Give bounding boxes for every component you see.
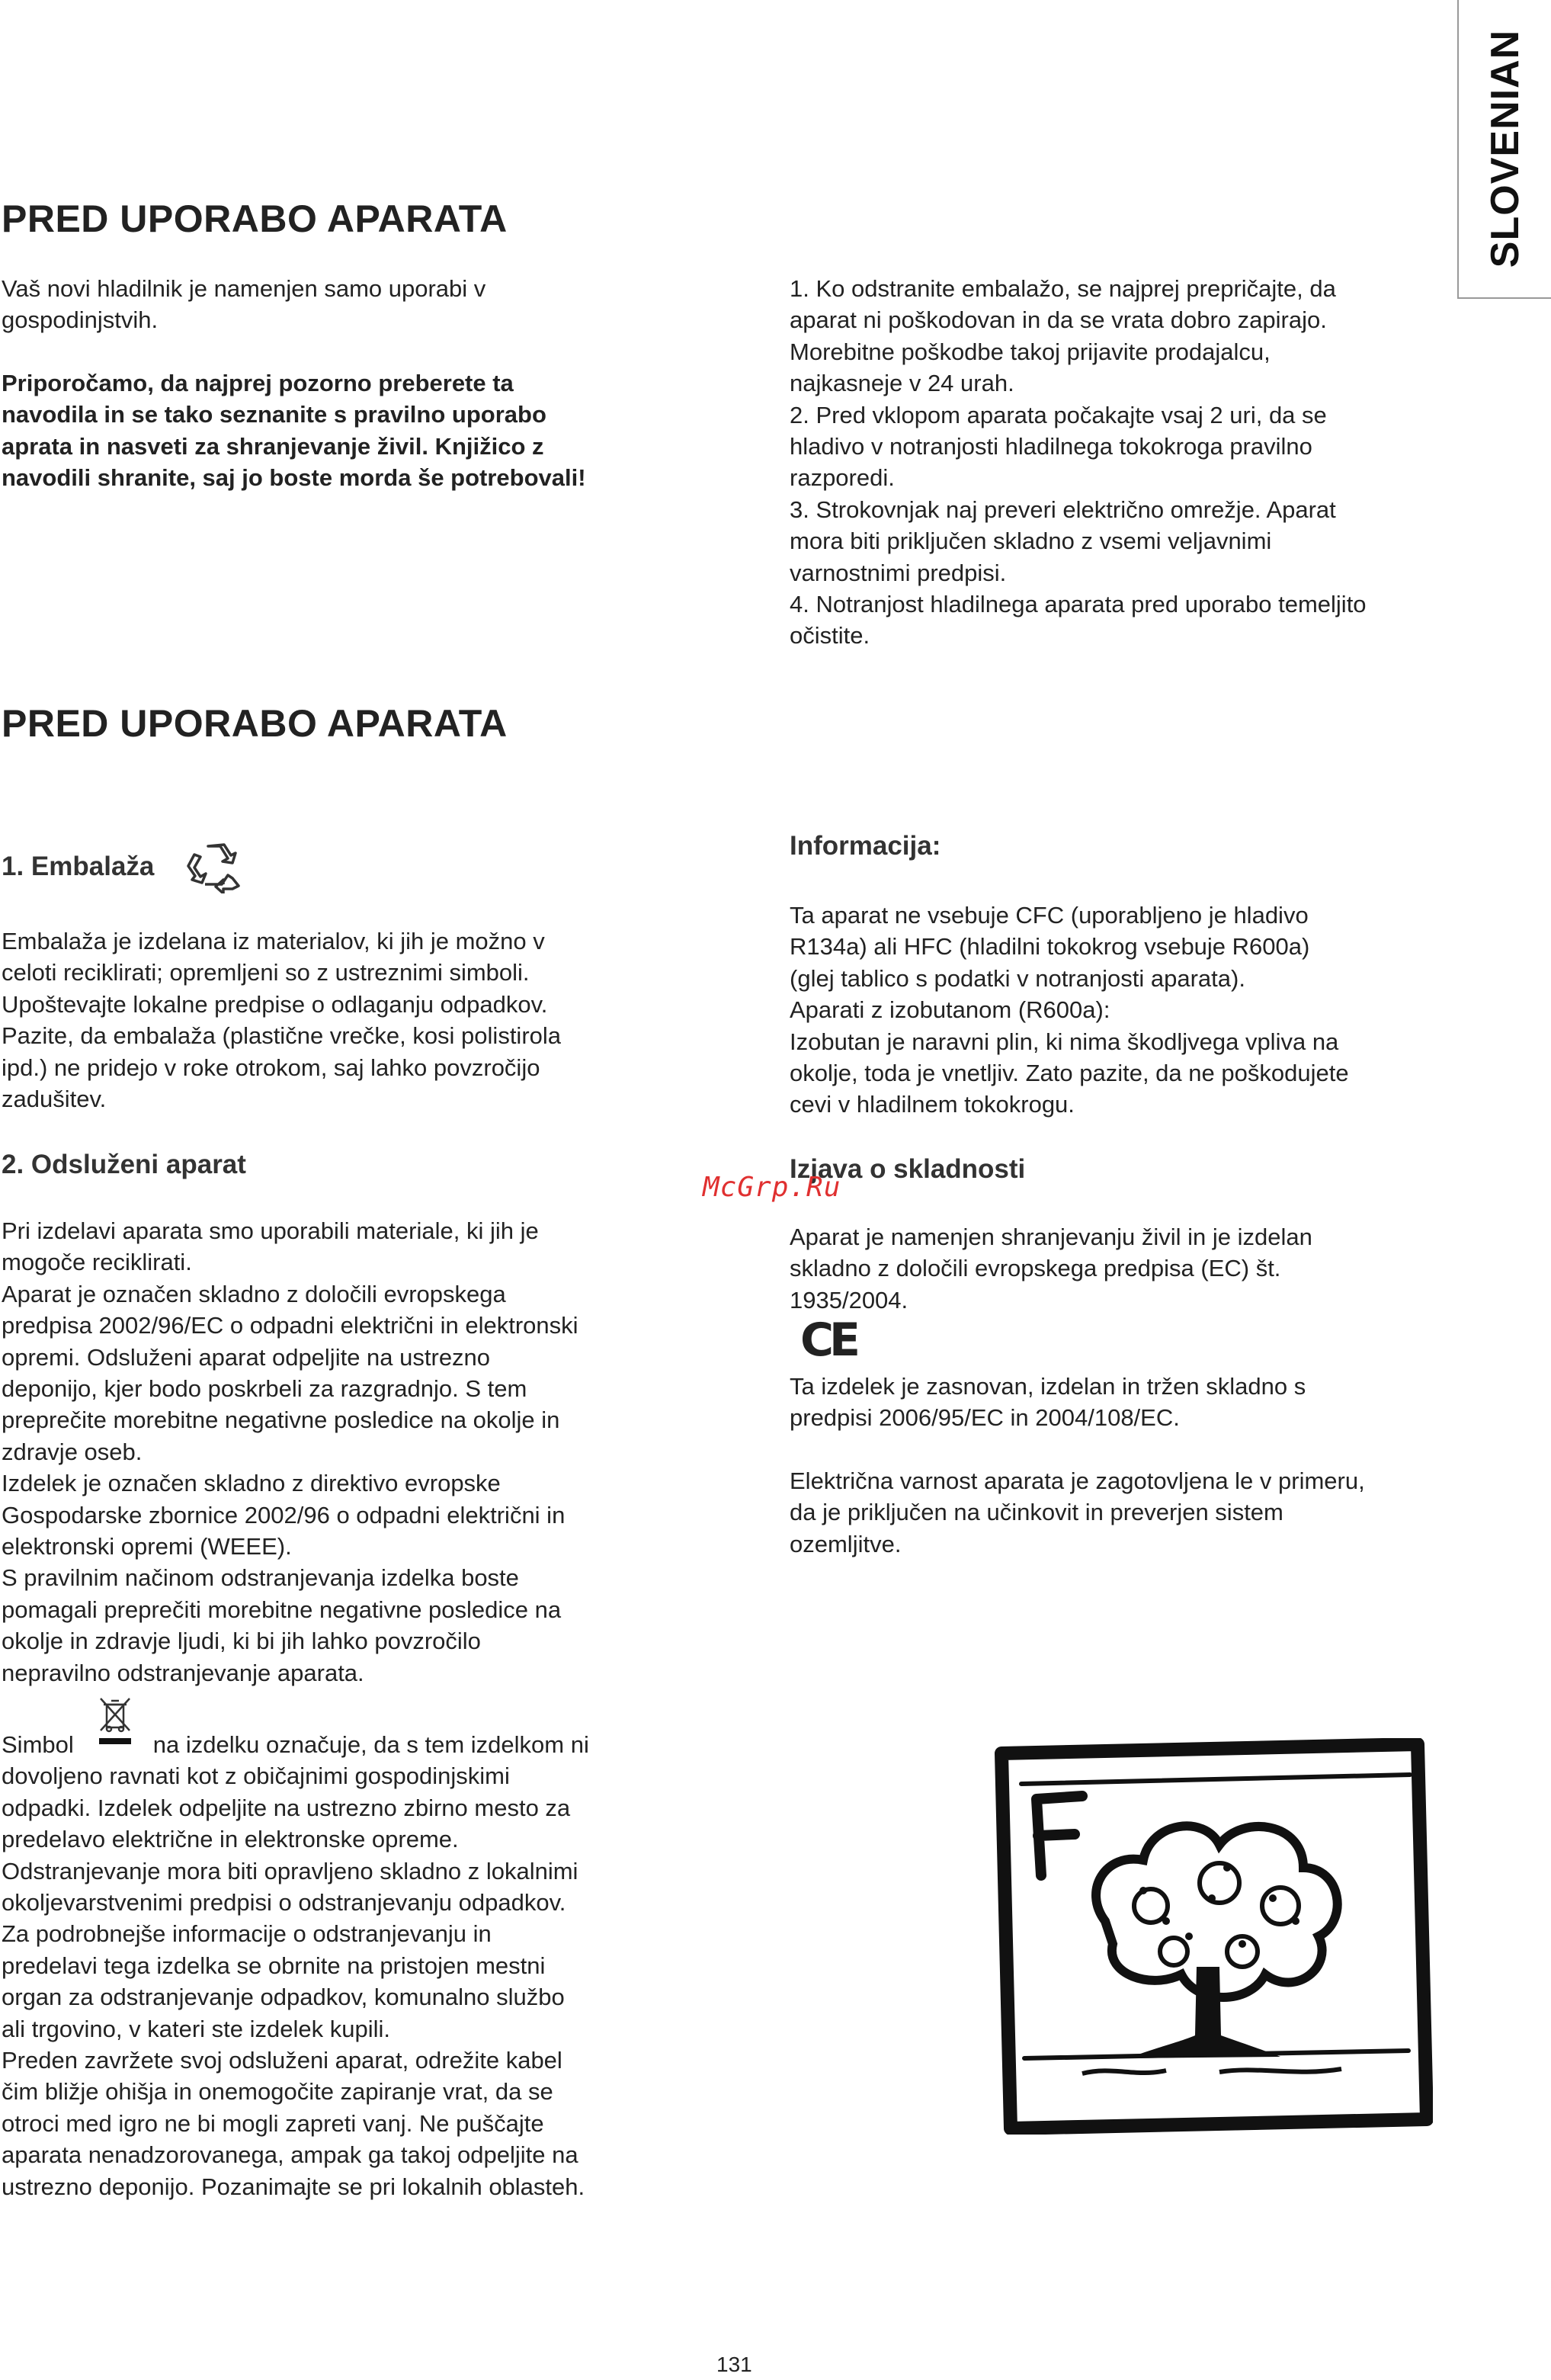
- text-line: opremi. Odsluženi aparat odpeljite na ustrezno: [2, 1343, 491, 1371]
- text-line: Električna varnost aparata je zagotovljena le v primeru,: [790, 1467, 1365, 1494]
- text-line: ustrezno deponijo. Pozanimajte se pri lokalnih oblasteh.: [2, 2173, 585, 2200]
- text-line: Za podrobnejše informacije o odstranjevanju in: [2, 1920, 492, 1948]
- symbol-body: [2, 1729, 687, 2202]
- text-line: Pri izdelavi aparata smo uporabili materiale, ki jih je: [2, 1217, 539, 1244]
- text-line: ozemljitve.: [790, 1530, 902, 1557]
- text-line: Pazite, da embalaža (plastične vrečke, kosi polistirola: [2, 1022, 562, 1050]
- text-line: predelavo električne in elektronske opreme.: [2, 1826, 459, 1853]
- conformity-paragraph-2: [790, 1371, 1476, 1434]
- text-line: organ za odstranjevanje odpadkov, komunalno službo: [2, 1984, 565, 2011]
- text-line: Izdelek je označen skladno z direktivo evropske: [2, 1470, 501, 1497]
- intro: [2, 273, 687, 493]
- packaging-title: 1. Embalaža: [2, 852, 155, 881]
- text-line: na izdelku označuje, da s tem izdelkom ni: [152, 1731, 589, 1758]
- text-line: najkasneje v 24 urah.: [790, 370, 1014, 397]
- ce-mark: CE: [800, 1313, 857, 1367]
- text-line: Aparat je namenjen shranjevanju živil in je izdelan: [790, 1224, 1312, 1250]
- text-line: celoti reciklirati; opremljeni so z ustreznimi simboli.: [2, 959, 530, 986]
- conformity-title: Izjava o skladnosti: [790, 1154, 1026, 1184]
- crossed-bin-icon: [96, 1694, 136, 1747]
- section-title: PRED UPORABO APARATA: [2, 702, 508, 745]
- text-line: predelavi tega izdelka se obrnite na pristojen mestni: [2, 1952, 546, 1979]
- text-line: Izobutan je naravni plin, ki nima škodljvega vpliva na: [790, 1028, 1339, 1055]
- steps-list: [790, 273, 1476, 652]
- old-appliance-body: [2, 1215, 687, 1689]
- text-line: 2. Pred vklopom aparata počakajte vsaj 2 uri, da se: [790, 401, 1327, 428]
- watermark: McGrp.Ru: [703, 1172, 841, 1203]
- language-tab: [1457, 0, 1551, 299]
- text-line: (glej tablico s podatki v notranjosti aparata).: [790, 964, 1245, 992]
- text-line: Priporočamo, da najprej pozorno preberete ta: [2, 369, 514, 396]
- old-appliance-title: 2. Odsluženi aparat: [2, 1150, 246, 1179]
- conformity-paragraph-1: [790, 1221, 1476, 1316]
- conformity-paragraph-3: [790, 1465, 1476, 1560]
- information-body: [790, 900, 1476, 1121]
- text-line: 3. Strokovnjak naj preveri električno omrežje. Aparat: [790, 496, 1336, 523]
- text-line: skladno z določili evropskega predpisa (EC) št.: [790, 1255, 1281, 1282]
- intro-paragraph-1: [2, 273, 687, 336]
- text-line: Aparati z izobutanom (R600a):: [790, 996, 1110, 1024]
- text-line: pomagali preprečiti morebitne negativne posledice na: [2, 1596, 562, 1623]
- packaging-heading: [2, 840, 243, 893]
- text-line: zdravje oseb.: [2, 1438, 143, 1465]
- text-line: Embalaža je izdelana iz materialov, ki jih je možno v: [2, 928, 545, 954]
- text-line: Ta izdelek je zasnovan, izdelan in tržen skladno s: [790, 1373, 1306, 1400]
- text-line: deponijo, kjer bodo poskrbeli za razgradnjo. S tem: [2, 1375, 527, 1403]
- packaging-body: [2, 925, 687, 1115]
- text-line: S pravilnim načinom odstranjevanja izdelka boste: [2, 1564, 519, 1592]
- text-line: varnostnimi predpisi.: [790, 559, 1007, 586]
- text-line: gospodinjstvih.: [2, 306, 159, 334]
- conformity-body-2: [790, 1371, 1476, 1560]
- information-paragraph: [790, 900, 1476, 1121]
- information-title: Informacija:: [790, 831, 941, 861]
- text-line: Vaš novi hladilnik je namenjen samo uporabi v: [2, 275, 486, 302]
- text-line: dovoljeno ravnati kot z običajnimi gospodinjskimi: [2, 1763, 510, 1790]
- text-line: ali trgovino, v kateri ste izdelek kupili.: [2, 2015, 391, 2042]
- text-line: Gospodarske zbornice 2002/96 o odpadni električni in: [2, 1501, 566, 1528]
- text-line: Morebitne poškodbe takoj prijavite prodajalcu,: [790, 338, 1271, 365]
- text-line: Aparat je označen skladno z določili evropskega: [2, 1280, 506, 1307]
- text-line: Upoštevajte lokalne predpise o odlaganju odpadkov.: [2, 990, 548, 1018]
- text-line: Ta aparat ne vsebuje CFC (uporabljeno je hladivo: [790, 902, 1309, 929]
- text-line: okolje, toda je vnetljiv. Zato pazite, da ne poškodujete: [790, 1060, 1349, 1087]
- text-line: R134a) ali HFC (hladilni tokokrog vsebuje R600a): [790, 933, 1310, 961]
- text-line: čim bližje ohišja in onemogočite zapiranje vrat, da se: [2, 2078, 553, 2106]
- old-appliance-paragraph: [2, 1215, 687, 1689]
- text-line: preprečite morebitne negativne posledice na okolje in: [2, 1407, 560, 1434]
- text-line: otroci med igro ne bi mogli zapreti vanj. Ne puščajte: [2, 2109, 544, 2137]
- text-line: da je priključen na učinkovit in preverjen sistem: [790, 1499, 1283, 1526]
- text-line: okolje in zdravje ljudi, ki bi jih lahko povzročilo: [2, 1628, 481, 1655]
- text-line: odpadki. Izdelek odpeljite na ustrezno zbirno mesto za: [2, 1794, 571, 1821]
- eco-tree-icon: [991, 1738, 1433, 2135]
- text-line: cevi v hladilnem tokokrogu.: [790, 1091, 1075, 1118]
- symbol-paragraph: [2, 1729, 687, 2202]
- text-line: aprata in nasveti za shranjevanje živil. Knjižico z: [2, 432, 544, 460]
- steps-paragraph: [790, 273, 1476, 652]
- text-line: Odstranjevanje mora biti opravljeno skladno z lokalnimi: [2, 1857, 578, 1884]
- text-line: 1935/2004.: [790, 1286, 908, 1313]
- page-number: 131: [716, 2353, 752, 2376]
- text-line: aparat ni poškodovan in da se vrata dobro zapirajo.: [790, 306, 1327, 334]
- text-line: navodila in se tako seznanite s pravilno uporabo: [2, 401, 546, 428]
- text-line: zadušitev.: [2, 1086, 107, 1113]
- text-line: hladivo v notranjosti hladilnega tokokroga pravilno: [790, 433, 1312, 460]
- text-line: Preden zavržete svoj odsluženi aparat, odrežite kabel: [2, 2047, 562, 2074]
- text-line: 1. Ko odstranite embalažo, se najprej prepričajte, da: [790, 275, 1336, 302]
- text-line: predpisa 2002/96/EC o odpadni električni in elektronski: [2, 1312, 578, 1339]
- text-line: mogoče reciklirati.: [2, 1249, 192, 1276]
- text-line: 4. Notranjost hladilnega aparata pred uporabo temeljito: [790, 591, 1367, 618]
- text-line: ipd.) ne pridejo v roke otrokom, saj lahko povzročijo: [2, 1054, 540, 1081]
- text-line: razporedi.: [790, 464, 895, 492]
- text-line: okoljevarstvenimi predpisi o odstranjevanju odpadkov.: [2, 1889, 566, 1917]
- symbol-word: Simbol: [2, 1731, 74, 1758]
- symbol-first-line: [2, 1729, 687, 1760]
- text-line: nepravilno odstranjevanje aparata.: [2, 1659, 364, 1686]
- text-line: navodili shranite, saj jo boste morda še potrebovali!: [2, 464, 586, 492]
- text-line: predpisi 2006/95/EC in 2004/108/EC.: [790, 1404, 1180, 1432]
- text-line: aparata nenadzorovanega, ampak ga takoj odpeljite na: [2, 2141, 578, 2169]
- recycle-icon: [185, 840, 243, 893]
- page-title: PRED UPORABO APARATA: [2, 197, 508, 240]
- text-line: očistite.: [790, 622, 870, 650]
- language-label: SLOVENIAN: [1482, 29, 1527, 268]
- intro-paragraph-2: [2, 367, 687, 494]
- text-line: mora biti priključen skladno z vsemi veljavnimi: [790, 528, 1272, 555]
- text-line: elektronski opremi (WEEE).: [2, 1533, 292, 1560]
- conformity-body: [790, 1221, 1476, 1316]
- packaging-paragraph: [2, 925, 687, 1115]
